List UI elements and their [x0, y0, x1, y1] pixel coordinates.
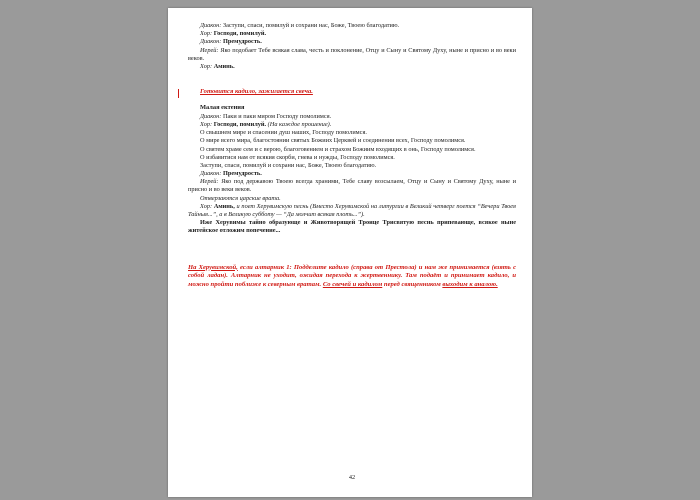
document-page [168, 8, 532, 497]
rubric-altar-server-instructions [188, 264, 516, 291]
paragraph-priest-1 [188, 47, 516, 63]
paragraph-text: Яко подобает Тебе всякая слава, честь и поклонение, Отцу и Сыну и Святому Духу, ныне и присно и во веки веков. [188, 46, 516, 62]
speaker-label: Иерей: [200, 178, 219, 186]
speaker-label: Диакон: [200, 22, 222, 29]
paren-close: ). [361, 210, 365, 218]
paragraph-text: Господи, помилуй. [212, 121, 267, 129]
litany-line-2 [188, 121, 516, 129]
paragraph-text: Господи, помилуй. [212, 30, 267, 38]
speaker-label: Хор: [200, 202, 213, 210]
rubric-royal-doors: Отверзаются царские врата. [200, 194, 281, 202]
paragraph-text: Заступи, спаси, помилуй и сохрани нас, Боже, Твоею благодатию. [221, 22, 400, 29]
speaker-label: Диакон: [200, 112, 222, 120]
spacer [188, 71, 516, 81]
litany-line-9 [188, 178, 516, 194]
rubric-emphasis-1: Со свечей и кадилом [322, 281, 383, 289]
paragraph-note: Вместо Херувимской на литургии в Великий четверг поется “Вечери Твоея Тайныя...”, а в Великую субботу — “Да молчит всякая плоть...” [188, 202, 516, 218]
paragraph-text: Яко под державою Твоею всегда храними, Тебе славу возсылаем, Отцу и Сыну и Святому Духу, ныне и присно и во веки веков. [188, 178, 516, 194]
page-number: 42 [348, 474, 356, 481]
rubric-block-1 [188, 88, 516, 97]
rubric-censer-candle: Готовится кадило, зажигается свеча. [200, 88, 313, 96]
paragraph-text: Премудрость. [221, 170, 262, 178]
paragraph-deacon-2 [188, 38, 516, 46]
rubric-body-1: если алтарник 1: Подделите кадило (справа от Престола) и нам же принимается (взять с собой ладан). Алтарник не уходит, ожидая перехода к жертвеннику. Там подаёт и принимает кадило, и можно пройти поближе к северным вратам. [188, 263, 517, 289]
paragraph-text: Аминь, [212, 202, 235, 210]
paren-open: ( [308, 202, 313, 210]
speaker-label: Хор: [200, 30, 213, 38]
paragraph-choir-1 [188, 30, 516, 38]
litany-line-7: Заступи, спаси, помилуй и сохрани нас, Боже, Твоею благодатию. [200, 161, 377, 169]
speaker-label: Хор: [200, 62, 213, 70]
litany-line-11 [188, 203, 516, 219]
speaker-label: Хор: [200, 121, 213, 129]
rubric-emphasis-2: выходим к аналою. [442, 281, 498, 289]
litany-line-3: О свышнем мире и спасении душ наших, Господу помолимся. [200, 129, 367, 137]
litany-line-1 [188, 113, 516, 121]
page-column [188, 22, 516, 487]
speaker-label: Диакон: [200, 38, 222, 46]
litany-line-8 [188, 170, 516, 178]
paragraph-text: Премудрость. [221, 38, 262, 46]
rubric-body-2: перед священником [382, 281, 443, 289]
speaker-label: Диакон: [200, 170, 222, 178]
paragraph-choir-2 [188, 63, 516, 71]
paragraph-text: Аминь. [212, 62, 235, 70]
litany-line-4: О мире всего мира, благостоянии святых Божиих Церквей и соединении всех, Господу помолимся. [200, 137, 466, 145]
speaker-label: Иерей: [200, 46, 219, 54]
paragraph-note: (На каждое прошение). [266, 121, 332, 129]
cherubic-hymn-text: Иже Херувимы тайно образующе и Животворящей Троице Трисвятую песнь припевающе, всякое ныне житейское отложим попечение... [188, 219, 516, 235]
paragraph-deacon-1 [188, 22, 516, 30]
litany-line-5: О святем храме сем и с верою, благоговением и страхом Божиим входящих в онь, Господу помолимся. [200, 145, 476, 153]
paragraph-text: Паки и паки миром Господу помолимся. [221, 112, 332, 120]
change-bar [178, 89, 179, 98]
paragraph-text-2: и поет Херувимскую песнь [234, 202, 309, 210]
rubric-block-final [188, 264, 516, 291]
litany-line-6: О избавитися нам от всякия скорби, гнева и нужды, Господу помолимся. [200, 153, 395, 161]
spacer-large [188, 236, 516, 262]
rubric-lead: На Херувимской, [188, 263, 238, 271]
section-title-small-litany: Малая ектения [200, 103, 245, 111]
